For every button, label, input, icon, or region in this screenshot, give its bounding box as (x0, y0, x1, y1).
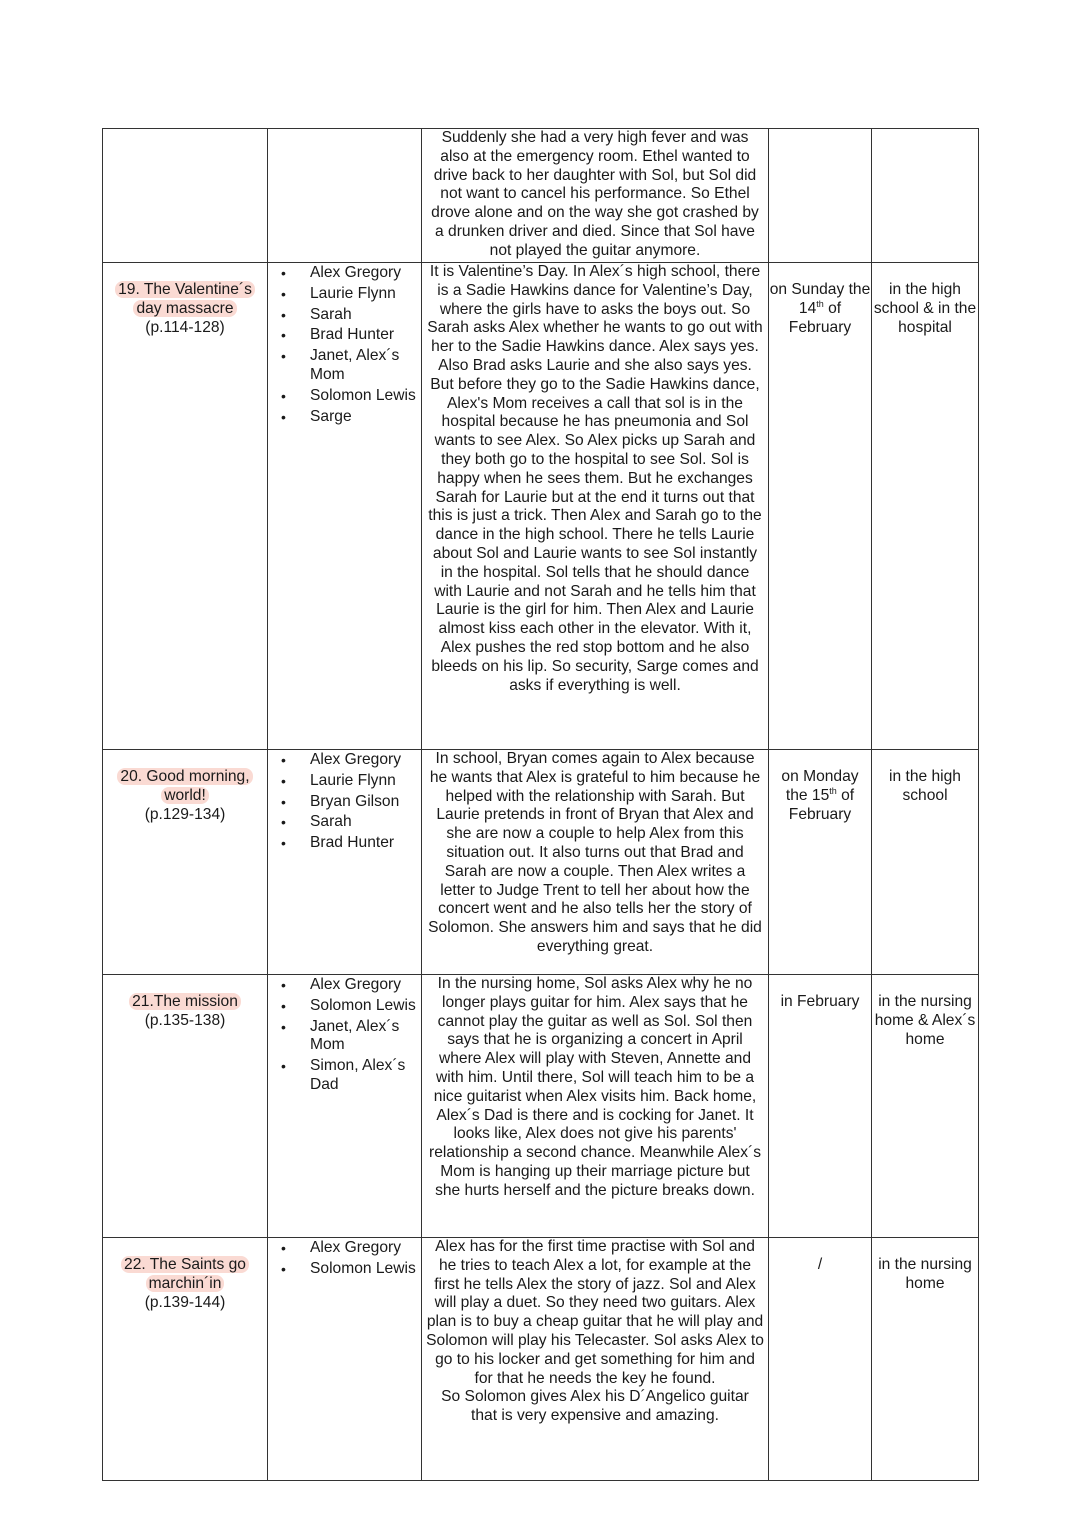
summary-cell (422, 975, 769, 1238)
where-cell (872, 1238, 979, 1481)
when-text: / (817, 1256, 823, 1273)
characters-cell (268, 975, 422, 1238)
when-cell (769, 975, 872, 1238)
when-text-end: of February (788, 299, 852, 336)
when-text: on Monday the 15 (781, 768, 859, 804)
chapter-title: 19. The Valentine´s day massacre (115, 281, 255, 317)
character-item: • Sarah (310, 305, 421, 326)
table-row (103, 129, 979, 263)
when-cell (769, 750, 872, 975)
chapter-title: 22. The Saints go marchin´in (121, 1256, 249, 1292)
chapter-pages: (p.114-128) (145, 318, 225, 336)
where-text: in the nursing home (878, 1256, 972, 1292)
chapter-title: 21.The mission (129, 993, 241, 1010)
characters-cell (268, 1238, 422, 1481)
chapter-cell (103, 1238, 268, 1481)
where-text: in the nursing home & Alex´s home (874, 993, 976, 1048)
when-cell (769, 263, 872, 750)
when-cell (769, 129, 872, 263)
character-item: • Alex Gregory (310, 263, 421, 284)
character-item: • Janet, Alex´s Mom (310, 346, 421, 386)
chapter-pages: (p.129-134) (144, 805, 226, 823)
character-item: • Bryan Gilson (310, 792, 421, 813)
chapter-table (102, 128, 979, 1481)
table-row (103, 975, 979, 1238)
chapter-title: 20. Good morning, world! (117, 768, 252, 804)
character-item: • Janet, Alex´s Mom (310, 1017, 421, 1057)
where-cell (872, 750, 979, 975)
when-text-end: of February (788, 786, 855, 823)
summary-cell (422, 263, 769, 750)
character-item: • Laurie Flynn (310, 771, 421, 792)
where-cell (872, 975, 979, 1238)
character-item: • Alex Gregory (310, 975, 421, 996)
character-list (268, 975, 421, 1096)
summary-cell (422, 129, 769, 263)
chapter-pages: (p.139-144) (144, 1293, 226, 1311)
chapter-cell (103, 750, 268, 975)
summary-text: In school, Bryan comes again to Alex because he wants that Alex is grateful to him because he helped with the relationship with Sarah. But Laurie pretends in front of Bryan that Alex and she are now a couple to help Alex from this situation out. It also turns out that Brad and Sarah are now a couple. Then Alex writes a letter to Judge Trent to tell her about how the concert went and he also tells her the story of Solomon. She answers him and says that he did everything great. (428, 750, 762, 955)
character-item: • Solomon Lewis (310, 1259, 421, 1280)
where-cell (872, 263, 979, 750)
summary-text: It is Valentine’s Day. In Alex´s high school, there is a Sadie Hawkins dance for Valentine’s Day, where the girls have to asks the boys out. So Sarah asks Alex whether he wants to go out with her to the Sadie Hawkins dance. Alex says yes. Also Brad asks Laurie and she also says yes. But before they go to the Sadie Hawkins dance, Alex's Mom receives a call that sol is in the hospital because he has pneumonia and Sol wants to see Alex. So Alex picks up Sarah and they both go to the hospital to see Sol. Sol is happy when he sees them. But he exchanges Sarah for Laurie but at the end it turns out that this is just a trick. Then Alex and Sarah go to the dance in the high school. There he tells Laurie about Sol and Laurie wants to see Sol instantly in the hospital. Sol tells that he should dance with Laurie and not Sarah and he tells him that Laurie is the girl for him. Then Alex and Laurie almost kiss each other in the elevator. With it, Alex pushes the red stop bottom and he also bleeds on his lip. So security, Sarge comes and asks if everything is well. (427, 263, 763, 694)
where-cell (872, 129, 979, 263)
character-item: • Alex Gregory (310, 750, 421, 771)
characters-cell (268, 129, 422, 263)
character-item: • Sarah (310, 812, 421, 833)
where-text: in the high school & in the hospital (873, 281, 977, 336)
when-ordinal: th (816, 298, 824, 309)
chapter-cell (103, 975, 268, 1238)
table-row (103, 1238, 979, 1481)
where-text: in the high school (889, 768, 961, 804)
when-ordinal: th (829, 785, 837, 796)
character-item: • Alex Gregory (310, 1238, 421, 1259)
character-item: • Solomon Lewis (310, 386, 421, 407)
summary-text: Alex has for the first time practise with Sol and he tries to teach Alex a lot, for example at the first he tells Alex the story of jazz. Sol and Alex will play a duet. So they need two guitars. Alex plan is to buy a cheap guitar that he will play and Solomon will play his Telecaster. Sol asks Alex to go to his locker and get something for him and for that he needs the key he found. (426, 1238, 764, 1387)
summary-cell (422, 750, 769, 975)
summary-text: Suddenly she had a very high fever and was also at the emergency room. Ethel wanted to drive back to her daughter with Sol, but Sol did not want to cancel his performance. So Ethel drove alone and on the way she got crashed by a drunken driver and died. Since that Sol have not played the guitar anymore. (431, 129, 759, 259)
character-item: • Simon, Alex´s Dad (310, 1056, 421, 1096)
character-item: • Laurie Flynn (310, 284, 421, 305)
character-item: • Brad Hunter (310, 833, 421, 854)
characters-cell (268, 263, 422, 750)
when-text: in February (780, 993, 860, 1010)
characters-cell (268, 750, 422, 975)
when-cell (769, 1238, 872, 1481)
character-item: • Sarge (310, 407, 421, 428)
character-item: • Brad Hunter (310, 325, 421, 346)
chapter-cell (103, 263, 268, 750)
summary-text: In the nursing home, Sol asks Alex why he no longer plays guitar for him. Alex says that he cannot play the guitar as well as Sol. Sol then says that he is organizing a concert in April where Alex will play with Steven, Annette and with him. Until there, Sol will teach him to be a nice guitarist when Alex visits him. Back home, Alex´s Dad is there and is cocking for Janet. It looks like, Alex does not give his parents' relationship a second chance. Meanwhile Alex´s Mom is hanging up their marriage picture but she hurts herself and the picture breaks down. (429, 975, 761, 1199)
chapter-cell (103, 129, 268, 263)
table-row (103, 750, 979, 975)
summary-cell (422, 1238, 769, 1481)
when-text: on Sunday the 14 (769, 281, 871, 317)
character-list (268, 263, 421, 427)
table-row (103, 263, 979, 750)
character-list (268, 1238, 421, 1280)
summary-text-2: So Solomon gives Alex his D´Angelico guitar that is very expensive and amazing. (441, 1388, 749, 1425)
character-item: • Solomon Lewis (310, 996, 421, 1017)
character-list (268, 750, 421, 854)
chapter-pages: (p.135-138) (144, 1011, 226, 1029)
